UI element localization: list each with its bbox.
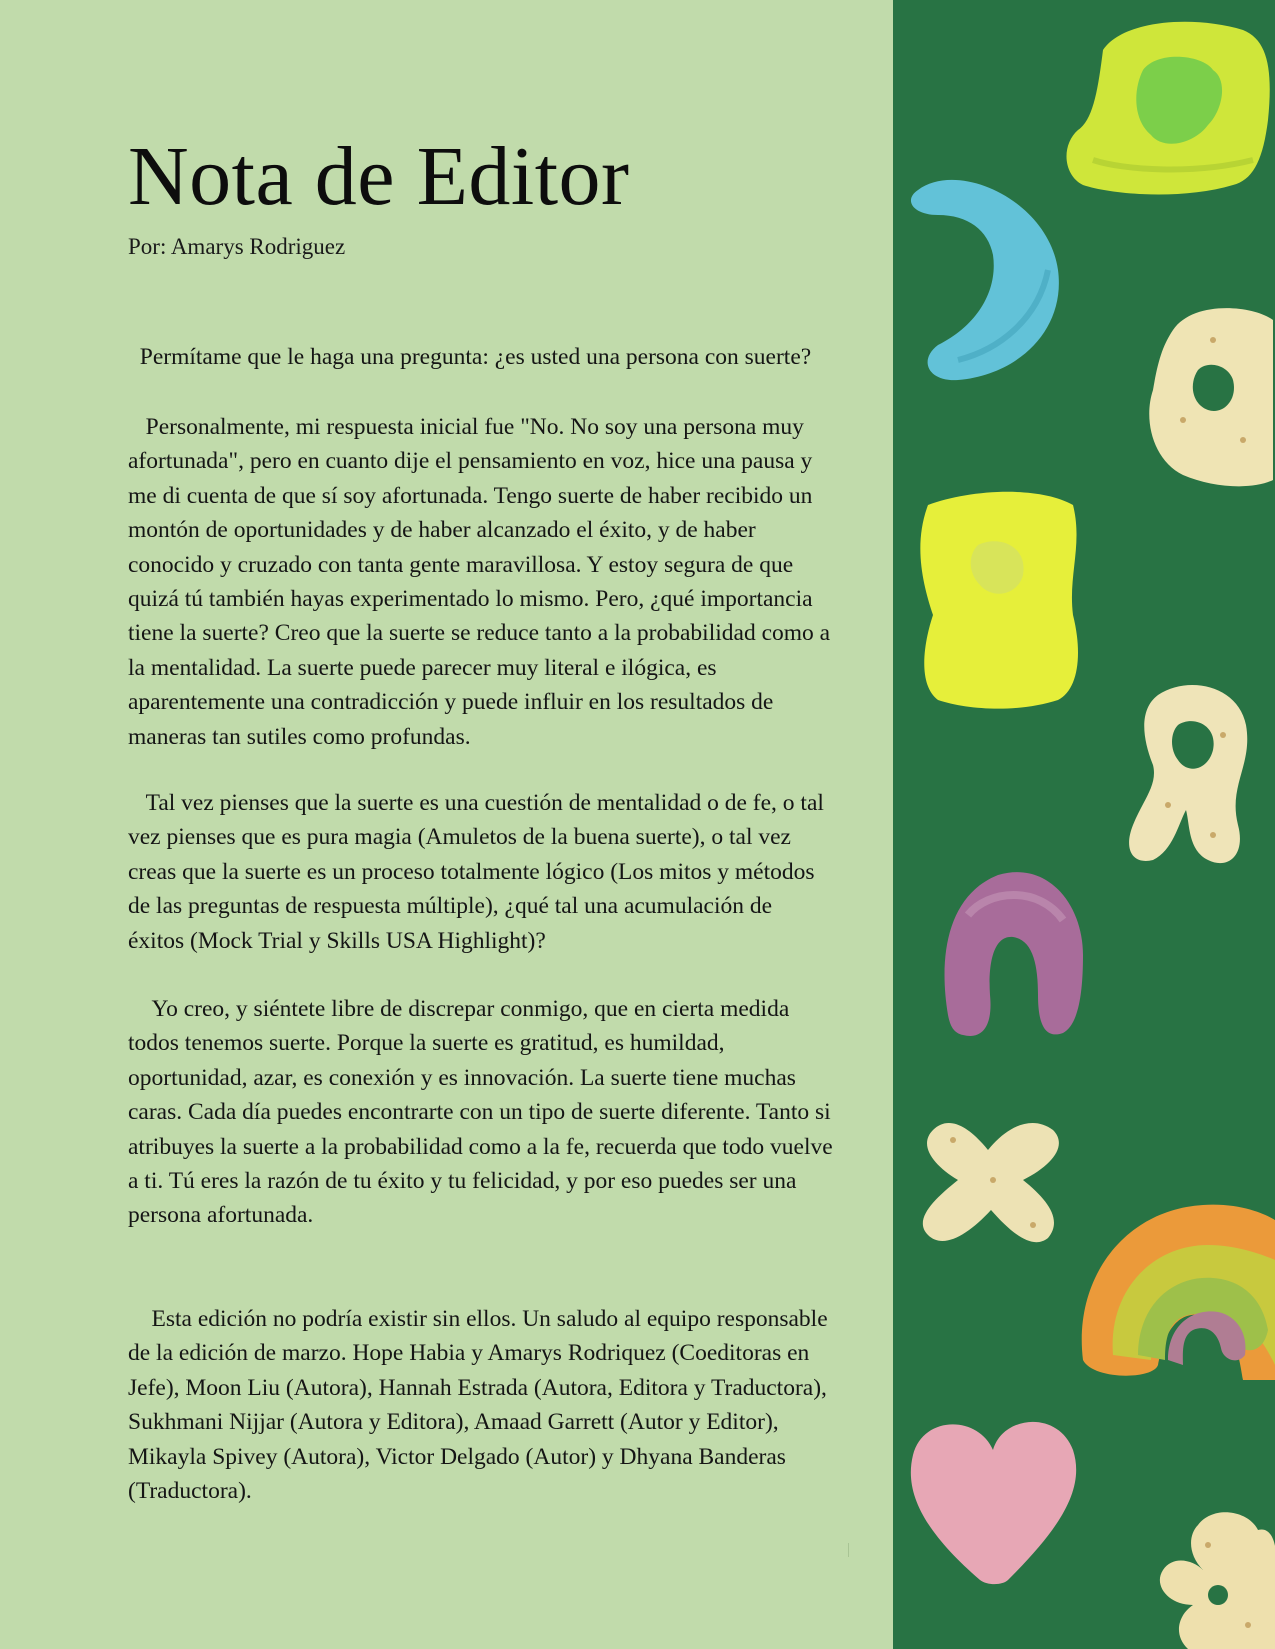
clover-cereal-piece-icon bbox=[1148, 1505, 1275, 1649]
horseshoe-marshmallow-icon bbox=[938, 865, 1088, 1040]
article-paragraph-3: Tal vez pienses que la suerte es una cuestión de mentalidad o de fe, o tal vez pienses que es pura magia (Amuletos de la buena suerte), o tal vez creas que la suerte es un proceso totalmente lógico (Los mitos y métodos de las preguntas de respuesta múltiple), ¿qué tal una acumulación de éxitos (Mock Trial y Skills USA Highlight)? bbox=[128, 790, 830, 954]
moon-marshmallow-icon bbox=[898, 160, 1068, 390]
article-paragraph-2: Personalmente, mi respuesta inicial fue "No. No soy una persona muy afortunada", pero en cuanto dije el pensamiento en voz, hice una pausa y me di cuenta de que sí soy afortunada. Tengo suerte de haber recibido un montón de oportunidades y de haber alcanzado el éxito, y de haber conocido y cruzado con tanta gente maravillosa. Y estoy segura de que quizá tú también hayas experimentado lo mismo. Pero, ¿qué importancia tiene la suerte? Creo que la suerte se reduce tanto a la probabilidad como a la mentalidad. La suerte puede parecer muy literal e ilógica, es aparentemente una contradicción y puede influir en los resultados de maneras tan sutiles como profundas. bbox=[128, 414, 836, 750]
star-marshmallow-icon bbox=[908, 485, 1088, 715]
cereal-piece-icon bbox=[1143, 300, 1275, 490]
article-paragraph-5: Esta edición no podría existir sin ellos. Un saludo al equipo responsable de la edición de marzo. Hope Habia y Amarys Rodriquez (Coeditoras en Jefe), Moon Liu (Autora), Hannah Estrada (Autora, Editora y Traductora), Sukhmani Nijjar (Autora y Editora), Amaad Garrett (Autor y Editor), Mikayla Spivey (Autora), Victor Delgado (Autor) y Dhyana Banderas (Traductora). bbox=[128, 1306, 834, 1505]
cereal-piece-icon bbox=[1118, 675, 1258, 875]
cereal-x-piece-icon bbox=[913, 1110, 1073, 1250]
article-paragraph-1: Permítame que le haga una pregunta: ¿es usted una persona con suerte? bbox=[128, 344, 812, 370]
hat-marshmallow-icon bbox=[1063, 10, 1275, 200]
article-paragraph-4: Yo creo, y siéntete libre de discrepar conmigo, que en cierta medida todos tenemos suerte. Porque la suerte es gratitud, es humildad, oportunidad, azar, es conexión y es innovación. La suerte tiene muchas caras. Cada día puedes encontrarte con un tipo de suerte diferente. Tanto si atribuyes la suerte a la probabilidad como a la fe, recuerda que todo vuelve a ti. Tú eres la razón de tu éxito y tu felicidad, y por eso puedes ser una persona afortunada. bbox=[128, 996, 839, 1229]
decorative-side-panel bbox=[893, 0, 1275, 1649]
rainbow-marshmallow-icon bbox=[1073, 1190, 1275, 1380]
byline: Por: Amarys Rodriguez bbox=[128, 234, 346, 259]
page-divider-mark bbox=[848, 1543, 849, 1557]
page-title: Nota de Editor bbox=[128, 130, 630, 223]
heart-marshmallow-icon bbox=[908, 1410, 1078, 1590]
